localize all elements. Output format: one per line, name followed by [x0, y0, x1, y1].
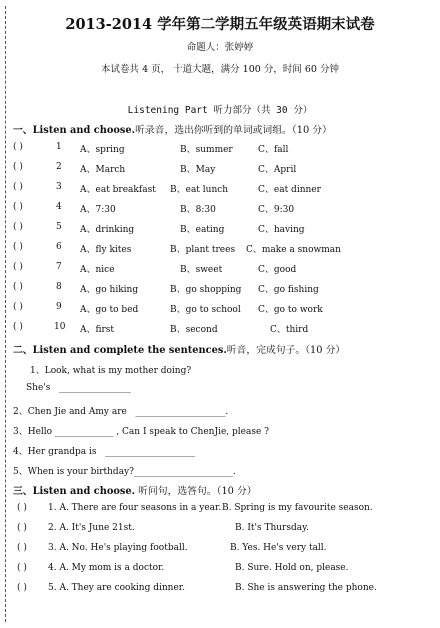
question-number: 1: [56, 142, 62, 152]
sentence-prefix: She's: [26, 383, 51, 393]
answer-bracket[interactable]: ( ): [13, 182, 23, 192]
sentence-end-dot: .: [232, 467, 236, 477]
answer-bracket[interactable]: ( ): [17, 543, 27, 553]
option-c: C、make a snowman: [246, 245, 341, 255]
sentence-line-3: [13, 424, 269, 437]
answer-bracket[interactable]: ( ): [13, 302, 23, 312]
option-a: A、fly kites: [80, 245, 132, 255]
answer-bracket[interactable]: ( ): [17, 503, 27, 513]
answer-blank[interactable]: ____________________: [135, 407, 226, 417]
sentence-text-after: , Can I speak to ChenJie, please ?: [116, 427, 269, 437]
section-3-title-cn: 听问句，选答句。（10 分）: [135, 486, 257, 497]
option-a: A、eat breakfast: [80, 185, 156, 195]
exam-info: 本试卷共 4 页， 十道大题，满分 100 分，时间 60 分钟: [101, 64, 339, 75]
answer-bracket[interactable]: ( ): [13, 142, 23, 152]
sentence-line-1-answer: [26, 383, 131, 393]
option-b-text: B. Sure. Hold on, please.: [235, 563, 349, 573]
option-b-text: B. It's Thursday.: [235, 523, 309, 533]
section-1-title-en: 一、Listen and choose.: [13, 125, 136, 136]
option-b: B、sweet: [180, 265, 223, 275]
answer-bracket[interactable]: ( ): [13, 282, 23, 292]
sentence-line-2: [13, 404, 228, 417]
sentence-text: 2、Chen Jie and Amy are: [13, 407, 127, 417]
answer-bracket[interactable]: ( ): [13, 222, 23, 232]
option-a: A、spring: [80, 145, 125, 155]
option-a-text: 5. A. They are cooking dinner.: [48, 583, 185, 593]
option-b: B、May: [180, 165, 216, 175]
option-c: C、good: [258, 265, 297, 275]
section-1-heading: [13, 122, 332, 136]
answer-bracket[interactable]: ( ): [17, 523, 27, 533]
answer-blank[interactable]: ____________________: [105, 447, 196, 457]
option-a: A、nice: [80, 265, 115, 275]
option-a: A、7:30: [80, 205, 116, 215]
answer-bracket[interactable]: ( ): [13, 202, 23, 212]
option-b-text: B. Spring is my favourite season.: [222, 503, 373, 513]
option-b: B、plant trees: [170, 245, 236, 255]
option-c: C、having: [258, 225, 305, 235]
option-b: B、8:30: [180, 205, 216, 215]
answer-bracket[interactable]: ( ): [17, 563, 27, 573]
exam-title: 2013-2014 学年第二学期五年级英语期末试卷: [65, 16, 375, 33]
sentence-text: 4、Her grandpa is: [13, 447, 97, 457]
answer-blank[interactable]: ________________: [58, 383, 131, 393]
sentence-text: 5、When is your birthday?: [13, 467, 134, 477]
option-c: C、go to work: [258, 305, 323, 315]
answer-bracket[interactable]: ( ): [13, 162, 23, 172]
option-b-text: B. She is answering the phone.: [235, 583, 377, 593]
sentence-line-4: [13, 444, 195, 457]
option-b: B、eat lunch: [170, 185, 229, 195]
section-1-title-cn: 听录音，选出你听到的单词或词组。（10 分）: [135, 125, 332, 136]
answer-bracket[interactable]: ( ): [13, 262, 23, 272]
option-a-text: 2. A. It's June 21st.: [48, 523, 135, 533]
option-a-text: 1. A. There are four seasons in a year.: [48, 503, 222, 513]
option-a: A、drinking: [80, 225, 135, 235]
option-c: C、eat dinner: [258, 185, 321, 195]
option-a: A、go hiking: [80, 285, 139, 295]
option-a-text: 3. A. No. He's playing football.: [48, 543, 188, 553]
question-number: 3: [56, 182, 62, 192]
option-c: C、fall: [258, 145, 289, 155]
option-c: C、9:30: [258, 205, 295, 215]
answer-bracket[interactable]: ( ): [13, 322, 23, 332]
option-a-text: 4. A. My mom is a doctor.: [48, 563, 165, 573]
section-2-title-cn: 听音，完成句子。（10 分）: [226, 345, 346, 356]
answer-bracket[interactable]: ( ): [13, 242, 23, 252]
answer-bracket[interactable]: ( ): [17, 583, 27, 593]
exam-author: 命题人：张婷婷: [186, 42, 254, 53]
binding-dashed-line: [5, 6, 6, 622]
option-b: B、summer: [180, 145, 233, 155]
option-b: B、eating: [180, 225, 225, 235]
sentence-line-1: 1、Look, what is my mother doing?: [30, 366, 192, 376]
option-a: A、March: [80, 165, 126, 175]
question-number: 9: [56, 302, 62, 312]
question-number: 8: [56, 282, 62, 292]
question-number: 7: [56, 262, 62, 272]
question-number: 10: [54, 322, 66, 332]
option-b: B、go shopping: [170, 285, 242, 295]
section-2-title-en: 二、Listen and complete the sentences.: [13, 345, 227, 356]
question-number: 2: [56, 162, 62, 172]
answer-blank[interactable]: ______________________: [133, 467, 233, 477]
section-3-title-en: 三、Listen and choose.: [13, 486, 136, 497]
question-number: 4: [56, 202, 62, 212]
option-a: A、go to bed: [80, 305, 139, 315]
option-c: C、April: [258, 165, 297, 175]
sentence-line-5: [13, 464, 236, 477]
option-c: C、go fishing: [258, 285, 319, 295]
answer-blank[interactable]: _____________: [54, 427, 114, 437]
option-b-text: B. Yes. He's very tall.: [230, 543, 327, 553]
option-c: C、third: [270, 325, 309, 335]
question-number: 6: [56, 242, 62, 252]
option-b: B、second: [170, 325, 218, 335]
section-3-heading: [13, 483, 257, 497]
sentence-end-dot: .: [225, 407, 229, 417]
section-2-heading: [13, 342, 345, 356]
sentence-text: 3、Hello: [13, 427, 53, 437]
option-a: A、first: [80, 325, 115, 335]
option-b: B、go to school: [170, 305, 241, 315]
listening-part-heading: Listening Part 听力部分（共 30 分）: [127, 105, 313, 116]
question-number: 5: [56, 222, 62, 232]
